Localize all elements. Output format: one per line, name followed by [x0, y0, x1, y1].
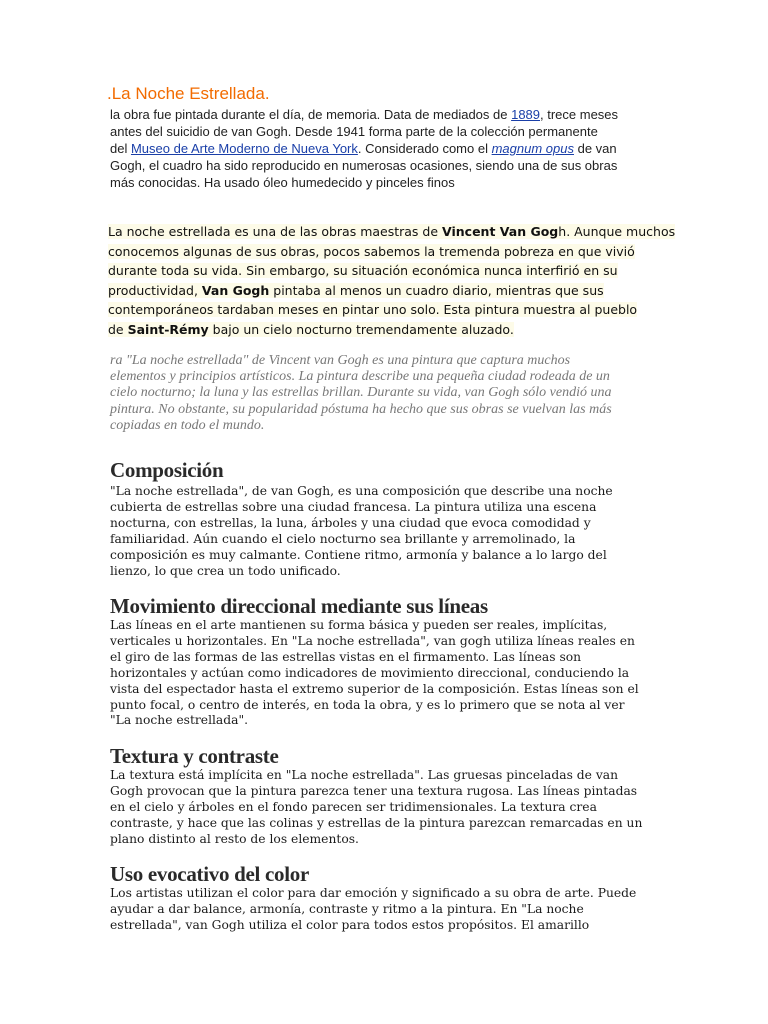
paragraph-line: cubierta de estrellas sobre una ciudad francesa. La pintura utiliza una escena: [110, 499, 597, 514]
intro-text: . Considerado como el: [357, 141, 492, 156]
intro-line: [110, 106, 670, 123]
paragraph-line: Gogh provocan que la pintura parezca tener una textura rugosa. Las líneas pintadas: [110, 783, 638, 798]
intro-line: Gogh, el cuadro ha sido reproducido en numerosas ocasiones, siendo una de sus obras: [110, 158, 618, 173]
paragraph-line: vista del espectador hasta el extremo superior de la composición. Estas líneas son el: [110, 681, 639, 696]
highlight-bold: Saint-Rémy: [127, 321, 209, 337]
highlight-line: [108, 242, 648, 262]
paragraph-line: punto focal, o centro de interés, en toda la obra, y es lo primero que se nota al ver: [110, 697, 625, 712]
section-heading-movimiento: Movimiento direccional mediante sus líneas: [110, 594, 488, 618]
section-paragraph-movimiento: [110, 618, 670, 729]
paragraph-line: estrellada", van Gogh utiliza el color para todos estos propósitos. El amarillo: [110, 917, 590, 932]
highlight-bold: Vincent Van Gog: [442, 224, 559, 239]
paragraph-line: plano distinto al resto de los elementos.: [110, 831, 359, 846]
paragraph-line: contraste, y hace que las colinas y estrellas de la pintura parezcan remarcadas en un: [110, 815, 643, 830]
summary-line: copiadas en todo el mundo.: [110, 417, 265, 433]
paragraph-line: lienzo, lo que crea un todo unificado.: [110, 563, 341, 578]
highlight-text: contemporáneos tardaban meses en pintar uno solo. Esta pintura muestra al pueblo: [108, 302, 638, 317]
paragraph-line: Las líneas en el arte mantienen su forma básica y pueden ser reales, implícitas,: [110, 618, 608, 632]
paragraph-line: verticales u horizontales. En "La noche estrellada", van gogh utiliza líneas reales en: [110, 633, 635, 648]
paragraph-line: "La noche estrellada", de van Gogh, es una composición que describe una noche: [110, 484, 613, 498]
paragraph-line: composición es muy calmante. Contiene ritmo, armonía y balance a lo largo del: [110, 547, 607, 562]
highlight-line: [108, 222, 676, 242]
highlight-text: conocemos algunas de sus obras, pocos sabemos la tremenda pobreza en que vivió: [108, 243, 635, 259]
paragraph-line: ayudar a dar balance, armonía, contraste y ritmo a la pintura. En "La noche: [110, 901, 584, 916]
intro-line: más conocidas. Ha usado óleo humedecido y pinceles finos: [110, 175, 455, 190]
section-heading-textura: Textura y contraste: [110, 744, 279, 768]
intro-text: la obra fue pintada durante el día, de memoria. Data de mediados de: [110, 107, 512, 122]
highlight-line: [108, 261, 648, 281]
highlight-text: La noche estrellada es una de las obras maestras de: [108, 224, 443, 239]
section-heading-composicion: Composición: [110, 458, 224, 482]
summary-line: ra "La noche estrellada" de Vincent van Gogh es una pintura que captura muchos: [110, 353, 571, 368]
paragraph-line: familiaridad. Aún cuando el cielo nocturno sea brillante y arremolinado, la: [110, 531, 576, 546]
paragraph-line: La textura está implícita en "La noche estrellada". Las gruesas pinceladas de van: [110, 768, 619, 782]
section-paragraph-color: [110, 886, 670, 934]
highlight-text: pintaba al menos un cuadro diario, mientras que sus: [269, 282, 604, 298]
summary-line: elementos y principios artísticos. La pintura describe una pequeña ciudad rodeada de un: [110, 369, 610, 385]
highlight-bold: Van Gogh: [201, 282, 270, 298]
section-paragraph-composicion: [110, 484, 670, 579]
highlight-text: bajo un cielo nocturno tremendamente aluzado.: [208, 321, 514, 337]
paragraph-line: nocturna, con estrellas, la luna, árboles y una ciudad que evoca comodidad y: [110, 515, 591, 530]
highlight-text: durante toda su vida. Sin embargo, su situación económica nunca interfirió en su: [108, 263, 618, 278]
summary-paragraph: [110, 353, 660, 434]
highlight-text: de: [108, 321, 128, 337]
intro-paragraph: [110, 106, 670, 191]
paragraph-line: horizontales y actúan como indicadores de movimiento direccional, conduciendo la: [110, 665, 630, 680]
highlight-line: [108, 320, 648, 340]
intro-text: del: [110, 141, 131, 156]
highlight-line: [108, 300, 648, 320]
paragraph-line: "La noche estrellada".: [110, 713, 249, 728]
intro-line: antes del suicidio de van Gogh. Desde 1941 forma parte de la colección permanente: [110, 124, 598, 139]
section-heading-color: Uso evocativo del color: [110, 862, 309, 886]
highlighted-paragraph: [108, 222, 676, 339]
intro-title: .La Noche Estrellada.: [107, 84, 270, 103]
summary-line: cielo nocturno; la luna y las estrellas brillan. Durante su vida, van Gogh sólo vendió una: [110, 385, 612, 401]
highlight-text: h. Aunque muchos: [558, 224, 676, 239]
year-link[interactable]: 1889: [511, 107, 541, 122]
magnum-opus-link[interactable]: magnum opus: [491, 141, 574, 156]
paragraph-line: Los artistas utilizan el color para dar emoción y significado a su obra de arte. Puede: [110, 886, 637, 900]
highlight-line: [108, 281, 648, 301]
highlight-text: productividad,: [108, 282, 202, 298]
museum-link[interactable]: Museo de Arte Moderno de Nueva York: [130, 141, 358, 156]
paragraph-line: en el cielo y árboles en el fondo parecen ser tridimensionales. La textura crea: [110, 799, 597, 814]
section-paragraph-textura: [110, 768, 670, 848]
paragraph-line: el giro de las formas de las estrellas vistas en el firmamento. Las líneas son: [110, 649, 582, 664]
summary-line: pintura. No obstante, su popularidad póstuma ha hecho que sus obras se vuelvan las más: [110, 401, 612, 417]
intro-text: , trece meses: [540, 107, 619, 122]
intro-line: [110, 140, 670, 157]
intro-text: de van: [573, 141, 617, 156]
